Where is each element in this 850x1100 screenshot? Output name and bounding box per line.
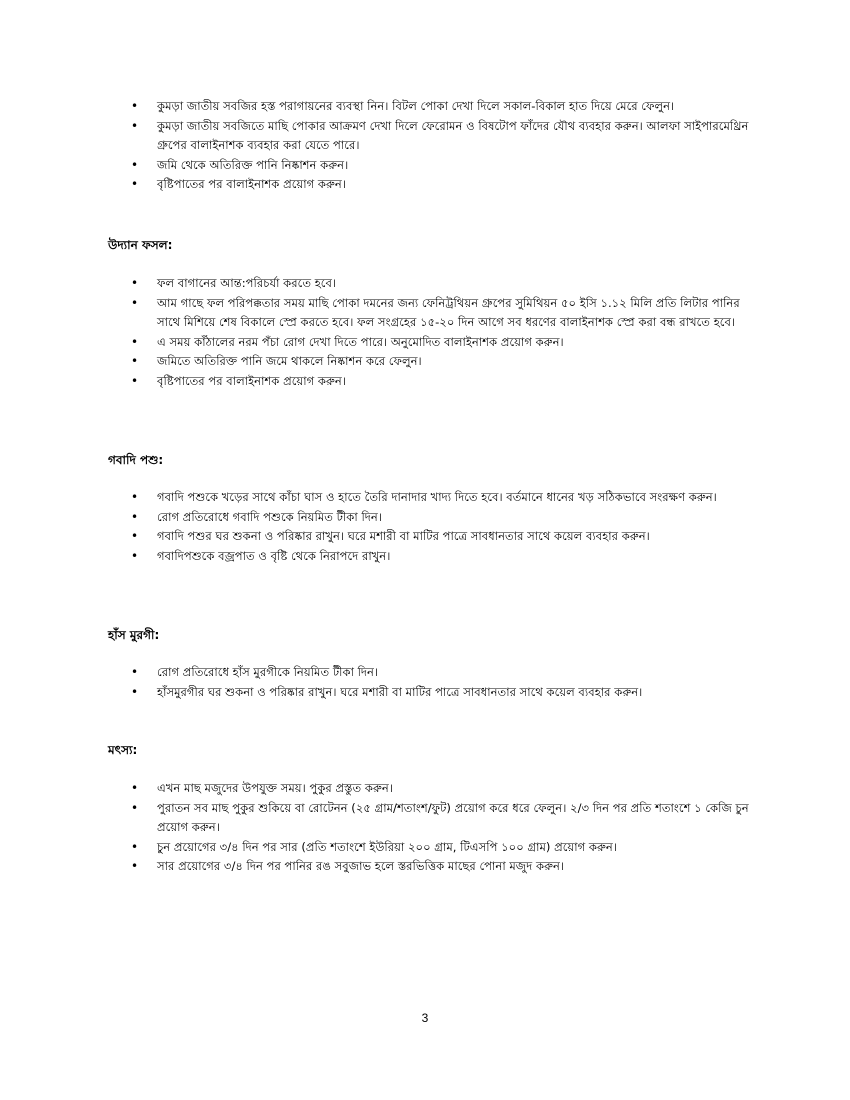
list-item: • রোগ প্রতিরোধে গবাদি পশুকে নিয়মিত টীকা দিন।	[0, 508, 757, 528]
list-item: • সার প্রয়োগের ৩/৪ দিন পর পানির রঙ সবুজাভ হলে স্তরভিত্তিক মাছের পোনা মজুদ করুন।	[0, 857, 757, 877]
list-item: • চুন প্রয়োগের ৩/৪ দিন পর সার (প্রতি শতাংশে ইউরিয়া ২০০ গ্রাম, টিএসপি ১০০ গ্রাম) প্রয়োগ করুন।	[0, 838, 757, 858]
list-item: • বৃষ্টিপাতের পর বালাইনাশক প্রয়োগ করুন।	[0, 175, 757, 195]
list-item: • কুমড়া জাতীয় সবজির হস্ত পরাগায়নের ব্যবস্থা নিন। বিটল পোকা দেখা দিলে সকাল-বিকাল হাত দিয়ে মেরে ফেলুন।	[0, 97, 757, 117]
horticulture-list	[0, 274, 850, 391]
list-item: • ফল বাগানের আন্ত:পরিচর্যা করতে হবে।	[0, 274, 757, 294]
list-item: • বৃষ্টিপাতের পর বালাইনাশক প্রয়োগ করুন।	[0, 372, 757, 392]
poultry-list	[0, 663, 850, 702]
list-item: • গবাদি পশুর ঘর শুকনা ও পরিষ্কার রাখুন। ঘরে মশারী বা মাটির পাত্রে সাবধানতার সাথে কয়েল ব্যবহার করুন।	[0, 527, 757, 547]
list-item: • রোগ প্রতিরোধে হাঁস মুরগীকে নিয়মিত টীকা দিন।	[0, 663, 757, 683]
list-item: • এ সময় কাঁঠালের নরম পঁচা রোগ দেখা দিতে পারে। অনুমোদিত বালাইনাশক প্রয়োগ করুন।	[0, 333, 757, 353]
list-item: • জমিতে অতিরিক্ত পানি জমে থাকলে নিষ্কাশন করে ফেলুন।	[0, 352, 757, 372]
list-item: • কুমড়া জাতীয় সবজিতে মাছি পোকার আক্রমণ দেখা দিলে ফেরোমন ও বিষটোপ ফাঁদের যৌথ ব্যবহার করুন। আলফা সাইপারমেথ্রিন গ্রুপের বালাইনাশক ব্যবহার করা যেতে পারে।	[0, 117, 757, 156]
section-heading-horticulture: উদ্যান ফসল:	[108, 238, 173, 252]
list-item: • হাঁসমুরগীর ঘর শুকনা ও পরিষ্কার রাখুন। ঘরে মশারী বা মাটির পাত্রে সাবধানতার সাথে কয়েল ব্যবহার করুন।	[0, 683, 757, 703]
section-heading-fisheries: মৎস্য:	[108, 743, 138, 757]
list-item: • আম গাছে ফল পরিপক্কতার সময় মাছি পোকা দমনের জন্য ফেনিট্রথিয়ন গ্রুপের সুমিথিয়ন ৫০ ইসি ১.১২ মিলি প্রতি লিটার পানির সাথে মিশিয়ে শেষ বিকালে স্প্রে করতে হবে। ফল সংগ্রহের ১৫-২০ দিন আগে সব ধরণের বালাইনাশক স্প্রে করা বন্ধ রাখতে হবে।	[0, 294, 757, 333]
list-item: • এখন মাছ মজুদের উপযুক্ত সময়। পুকুর প্রস্তুত করুন।	[0, 779, 757, 799]
list-item: • গবাদিপশুকে বজ্রপাত ও বৃষ্টি থেকে নিরাপদে রাখুন।	[0, 547, 757, 567]
section-heading-livestock: গবাদি পশু:	[108, 453, 164, 467]
list-item: • জমি থেকে অতিরিক্ত পানি নিষ্কাশন করুন।	[0, 156, 757, 176]
list-item: • গবাদি পশুকে খড়ের সাথে কাঁচা ঘাস ও হাতে তৈরি দানাদার খাদ্য দিতে হবে। বর্তমানে ধানের খড় সঠিকভাবে সংরক্ষণ করুন।	[0, 488, 757, 508]
livestock-list	[0, 488, 850, 566]
section-heading-poultry: হাঁস মুরগী:	[108, 628, 160, 642]
list-item: • পুরাতন সব মাছ পুকুর শুকিয়ে বা রোটেনন (২৫ গ্রাম/শতাংশ/ফুট) প্রয়োগ করে ধরে ফেলুন। ২/৩ দিন পর প্রতি শতাংশে ১ কেজি চুন প্রয়োগ করুন।	[0, 799, 757, 838]
intro-list	[0, 97, 850, 195]
fisheries-list	[0, 779, 850, 877]
page-number: 3	[421, 1011, 429, 1025]
